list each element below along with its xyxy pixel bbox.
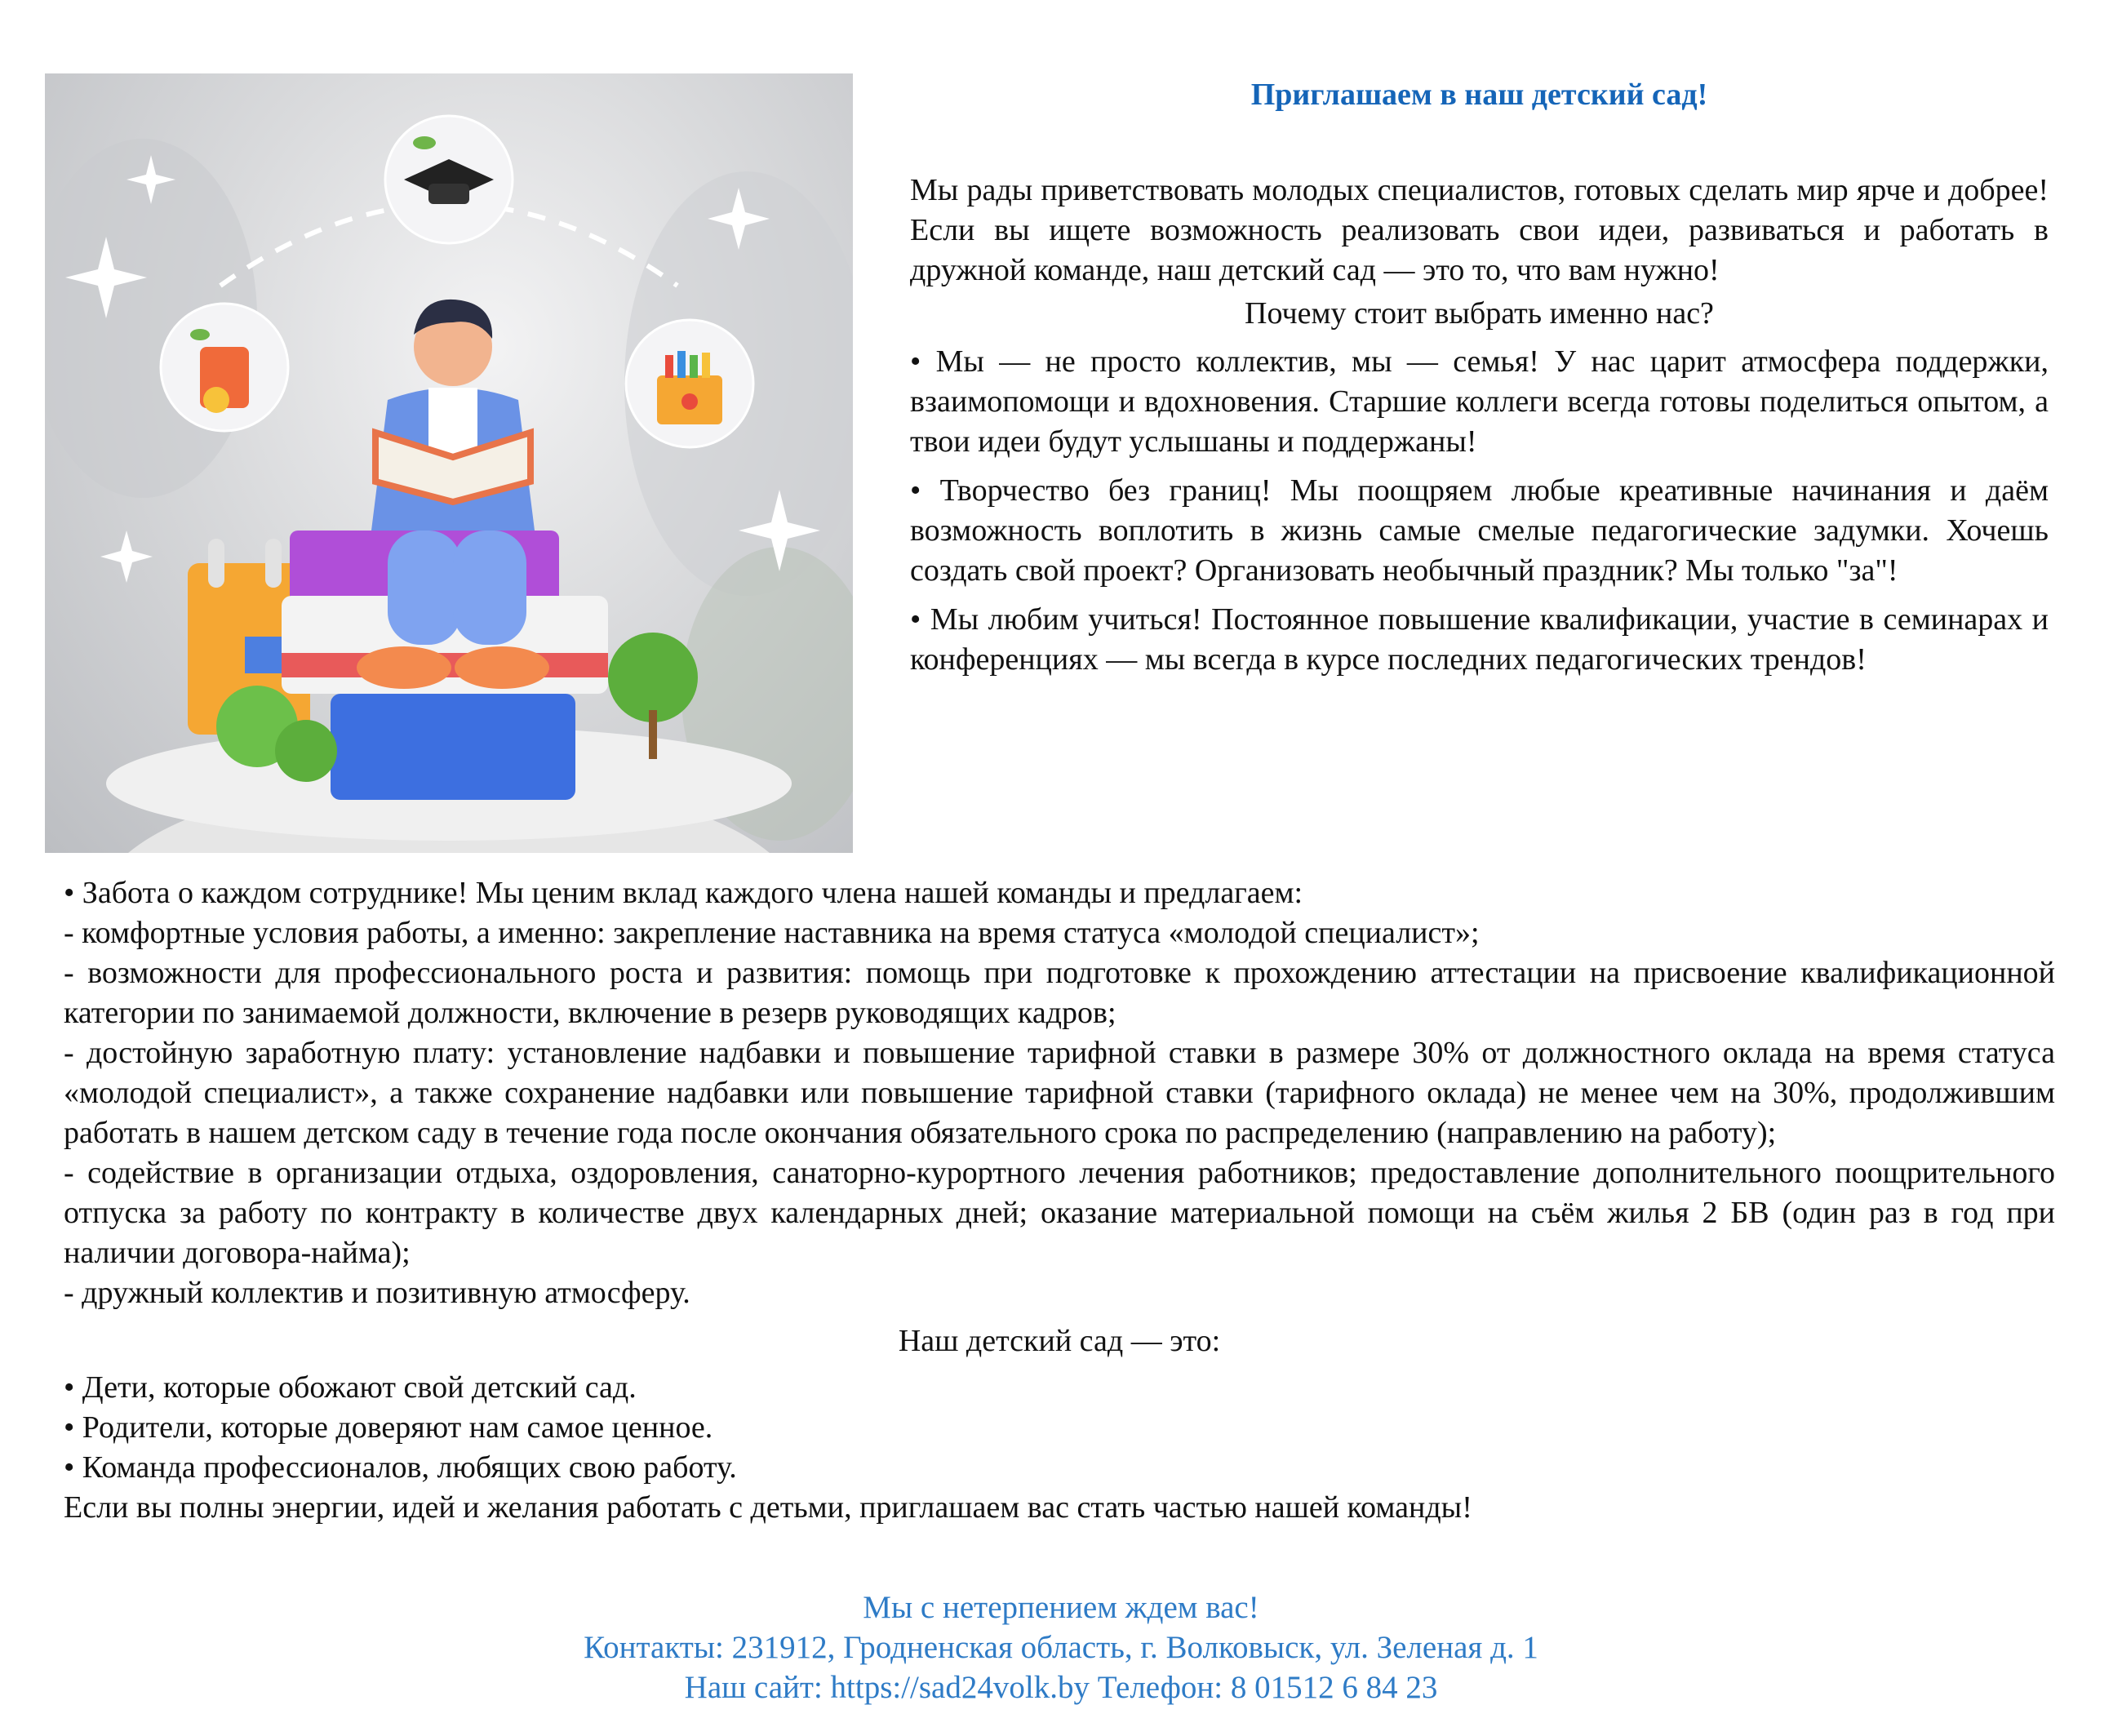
waiting-line: Мы с нетерпением ждем вас! [863,1590,1259,1625]
planner-icon [161,304,288,431]
page-title: Приглашаем в наш детский сад! [1250,78,1708,112]
benefit-item: - достойную заработную плату: установление надбавки и повышение тарифной ставки в размере 30% от должностного оклада на время статуса «молодой специалист», а также сохранение надбавки или повышение тарифной ставки (тарифного оклада) не менее чем на 30%, продолжившим работать в нашем детском саду в течение года после окончания обязательного срока по распределению (направлению на работу); [64,1036,2055,1150]
graduation-cap-icon [385,116,513,243]
list-item: • Дети, которые обожают свой детский сад. [64,1370,637,1405]
pencil-box-icon [626,320,753,447]
intro-paragraph: Мы рады приветствовать молодых специалистов, готовых сделать мир ярче и добрее! Если вы ищете возможность реализовать свои идеи, развиваться и работать в дружной команде, наш детский сад — это то, что вам нужно! [910,173,2049,287]
benefit-item: - возможности для профессионального роста и развития: помощь при подготовке к прохождению аттестации на присвоение квалификационной категории по занимаемой должности, включение в резерв руководящих кадров; [64,956,2055,1030]
site-phone-line[interactable]: Наш сайт: https://sad24volk.by Телефон: 8 01512 6 84 23 [684,1670,1438,1705]
benefit-item: - комфортные условия работы, а именно: закрепление наставника на время статуса «молодой специалист»; [64,916,1480,950]
contacts-block [0,1587,2122,1707]
benefit-item: - дружный коллектив и позитивную атмосферу. [64,1276,690,1310]
why-heading: Почему стоит выбрать именно нас? [1245,296,1714,331]
list-item: • Родители, которые доверяют нам самое ценное. [64,1410,713,1445]
benefit-item: - содействие в организации отдыха, оздоровления, санаторно-курортного лечения работников; предоставление дополнительного поощрительного отпуска за работу по контракту в количестве двух календарных дней; оказание материальной помощи на съём жилья 2 БВ (один раз в год при наличии договора-найма); [64,1156,2055,1270]
reading-child-illustration [45,73,853,853]
address-line: Контакты: 231912, Гродненская область, г. Волковыск, ул. Зеленая д. 1 [584,1630,1538,1665]
care-intro: • Забота о каждом сотруднике! Мы ценим вклад каждого члена нашей команды и предлагаем: [64,876,1303,910]
list-item: • Команда профессионалов, любящих свою работу. [64,1450,737,1485]
list-item: • Творчество без границ! Мы поощряем любые креативные начинания и даём возможность воплотить в жизнь самые смелые педагогические задумки. Хочешь создать свой проект? Организовать необычный праздник? Мы только "за"! [910,473,2049,588]
benefits-section [64,873,2055,1528]
list-item: • Мы — не просто коллектив, мы — семья! У нас царит атмосфера поддержки, взаимопомощи и вдохновения. Старшие коллеги всегда готовы поделиться опытом, а твои идеи будут услышаны и поддержаны! [910,344,2049,459]
right-column [910,75,2049,689]
kindergarten-heading: Наш детский сад — это: [898,1324,1221,1358]
closing-text: Если вы полны энергии, идей и желания работать с детьми, приглашаем вас стать частью нашей команды! [64,1490,1472,1525]
list-item: • Мы любим учиться! Постоянное повышение квалификации, участие в семинарах и конференциях — мы всегда в курсе последних педагогических трендов! [910,602,2049,677]
